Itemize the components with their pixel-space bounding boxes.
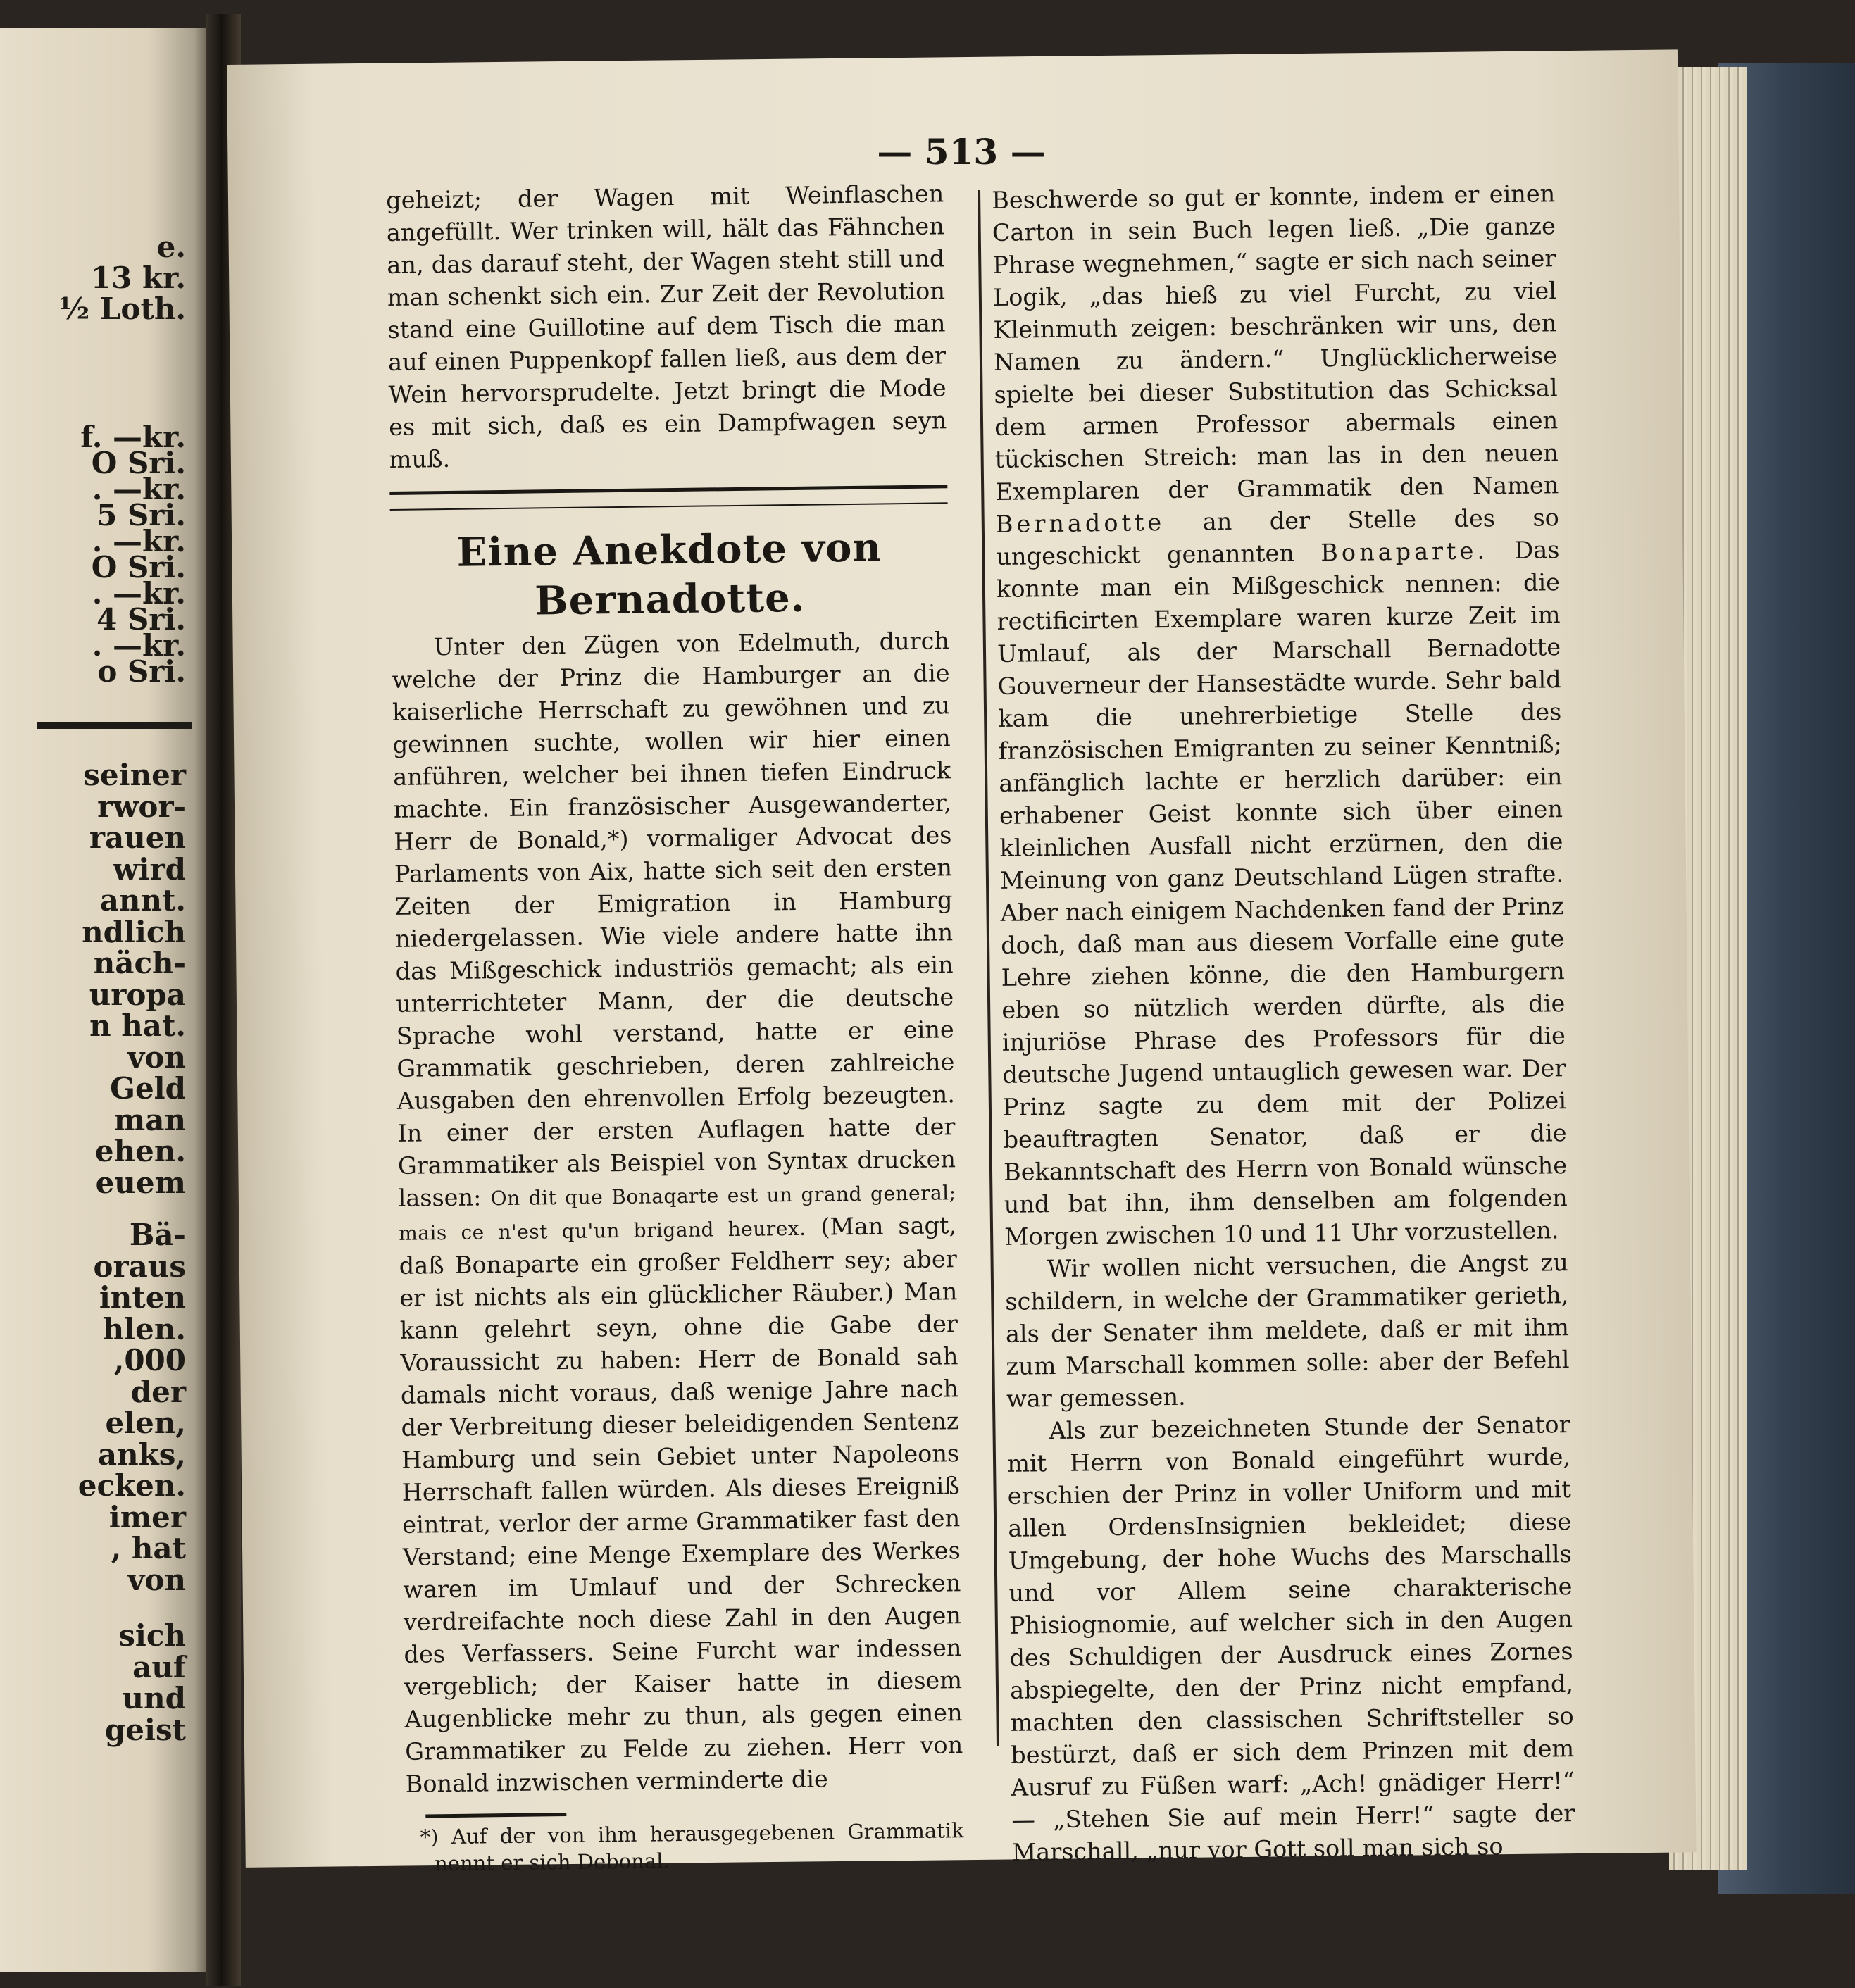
left-page-fragment: und: [122, 1681, 186, 1715]
left-page-rule: [37, 722, 192, 729]
left-page-fragment: Geld: [110, 1071, 186, 1106]
left-page-fragment: rwor-: [97, 789, 186, 824]
article-paragraph-1: [392, 625, 963, 1801]
left-page-fragment: O Sri.: [91, 446, 186, 480]
left-page-fragment: elen,: [105, 1406, 186, 1440]
left-page-fragment: geist: [104, 1712, 186, 1747]
french-quote: On dit que Bonaqarte est un grand general; mais ce n'est qu'un brigand heurex.: [398, 1181, 956, 1245]
footnote-rule: [425, 1813, 566, 1818]
article-body-2: (Man sagt, daß Bonaparte ein großer Feldherr sey; aber er ist nichts als ein glücklicher Räuber.) Man kann gelehrt seyn, ohne die Gabe der Voraussicht zu haben: Herr de Bonald sah damals nicht voraus, daß wenige Jahre nach der Verbreitung dieser beleidigenden Sentenz Hamburg und sein Gebiet unter Napoleons Herrschaft fallen würden. Als dieses Ereigniß eintrat, verlor der arme Grammatiker fast den Verstand; eine Menge Exemplare des Werkes waren im Umlauf und der Schrecken verdreifachte noch diese Zahl in den Augen des Verfassers. Seine Furcht war indessen vergeblich; der Kaiser hatte in diesem Augenblicke mehr zu thun, als gegen einen Grammatiker zu Felde zu ziehen. Herr von Bonald inzwischen verminderte die: [399, 1211, 963, 1798]
left-page-fragment: ehen.: [94, 1134, 186, 1168]
left-page-fragment: euem: [95, 1165, 186, 1200]
footnote: *) Auf der von ihm herausgegebenen Grammatik nennt er sich Debonal.: [420, 1818, 964, 1876]
section-divider: [389, 485, 947, 511]
intro-paragraph: geheizt; der Wagen mit Weinflaschen angefüllt. Wer trinken will, hält das Fähnchen an, das darauf steht, der Wagen steht still und man schenkt sich ein. Zur Zeit der Revolution stand eine Guillotine auf dem Tisch die man auf einen Puppenkopf fallen ließ, aus dem der Wein hervorsprudelte. Jetzt bringt die Mode es mit sich, daß es ein Dampfwagen seyn muß.: [386, 180, 947, 473]
left-page-fragment: f. —kr.: [80, 420, 186, 454]
left-page-fragment: von: [127, 1039, 186, 1075]
left-page-fragment: oraus: [93, 1249, 186, 1284]
left-page-fragment: n hat.: [89, 1008, 186, 1043]
left-page-fragment: imer: [108, 1499, 186, 1534]
left-page-fragment: von: [127, 1562, 186, 1597]
left-page-fragment: ecken.: [77, 1468, 186, 1503]
left-page-fragment: uropa: [89, 977, 186, 1012]
article-title: Eine Anekdote von Bernadotte.: [456, 524, 882, 625]
left-page-fragment: 4 Sri.: [96, 602, 186, 637]
left-page-fragment: hlen.: [102, 1311, 186, 1346]
left-column: [386, 177, 964, 1877]
left-page-fragment: O Sri.: [91, 550, 186, 584]
left-page-fragment: , hat: [111, 1531, 186, 1565]
left-page-fragment: 13 kr.: [90, 261, 186, 295]
right-paragraph-1b: an der Stelle des so ungeschickt genannten: [996, 504, 1560, 570]
right-paragraph-3: Als zur bezeichneten Stunde der Senator mit Herrn von Bonald eingeführt wurde, erschien der Prinz in voller Uniform und mit allen OrdensInsignien bekleidet; diese Umgebung, der hohe Wuchs des Marschalls und vor Allem seine charakterische Phisiognomie, auf welcher sich in den Augen des Schuldigen der Ausdruck eines Zornes abspiegelte, den der Prinz nicht empfand, machten den classischen Schriftsteller so bestürzt, daß er sich dem Prinzen mit dem Ausruf zu Füßen warf: „Ach! gnädiger Herr!“ — „Stehen Sie auf mein Herr!“ sagte der Marschall, „nur vor Gott soll man sich so: [1006, 1411, 1575, 1866]
right-column: [992, 177, 1575, 1869]
right-paragraph-1c: Das konnte man ein Mißgeschick nennen: die rectificirten Exemplare waren kurze Zeit im Umlauf, als der Marschall Bernadotte Gouverneur der Hansestädte wurde. Sehr bald kam die unehrerbietige Stelle des französischen Emigranten zu seiner Kenntniß; anfänglich lachte er herzlich darüber: ein erhabener Geist konnte sich über einen kleinlichen Ausfall nicht erzürnen, den die Meinung von ganz Deutschland Lügen strafte. Aber nach einigem Nachdenken fand der Prinz doch, daß man aus diesem Vorfalle eine gute Lehre ziehen könne, die den Hamburgern eben so nützlich werden dürfte, als die injuriöse Phrase des Professors für die deutsche Jugend untauglich gewesen war. Der Prinz sagte zu dem mit der Polizei beauftragten Senator, daß er die Bekanntschaft des Herrn von Bonald wünsche und bat ihn, ihm denselben am folgenden Morgen zwischen 10 und 11 Uhr vorzustellen.: [996, 536, 1568, 1251]
left-page-fragment: der: [130, 1374, 186, 1409]
left-page-fragment: . —kr.: [92, 472, 186, 506]
page-number: — 513 —: [877, 131, 1046, 173]
left-page: [0, 28, 211, 1972]
right-paragraph-1a: Beschwerde so gut er konnte, indem er einen Carton in sein Buch legen ließ. „Die ganze Phrase wegnehmen,“ sagte er sich nach seiner Logik, „das hieß zu viel Furcht, zu viel Kleinmuth zeigen: beschränken wir uns, den Namen zu ändern.“ Unglücklicherweise spielte bei dieser Substitution das Schicksal dem armen Professor abermals einen tückischen Streich: man las in den neuen Exemplaren der Grammatik den Namen: [992, 180, 1559, 506]
left-page-fragment: . —kr.: [92, 628, 186, 663]
left-page-fragment: annt.: [99, 883, 186, 918]
name-bernadotte: Bernadotte: [995, 508, 1166, 538]
left-page-fragment: inten: [99, 1280, 186, 1315]
left-page-fragment: ½ Loth.: [58, 292, 186, 326]
left-page-fragment: seiner: [83, 758, 186, 792]
left-page-fragment: ndlich: [82, 914, 186, 949]
left-page-fragment: Bä-: [129, 1218, 186, 1252]
right-paragraph-1: [992, 177, 1568, 1254]
left-page-fragment: man: [113, 1102, 186, 1137]
left-page-fragment: anks,: [97, 1437, 186, 1472]
left-page-fragment: e.: [156, 230, 186, 264]
name-bonaparte: Bonaparte.: [1320, 537, 1489, 567]
left-page-fragment: ,000: [113, 1343, 186, 1377]
left-page-fragment: auf: [132, 1649, 186, 1684]
left-page-fragment: rauen: [89, 820, 186, 855]
left-page-fragment: sich: [118, 1618, 186, 1653]
left-page-fragment: wird: [113, 851, 186, 887]
left-page-fragment: . —kr.: [92, 524, 186, 558]
right-paragraph-2: Wir wollen nicht versuchen, die Angst zu schildern, in welche der Grammatiker gerieth, als der Senater ihm meldete, daß er mit ihm zum Marschall kommen solle: aber der Befehl war gemessen.: [1005, 1249, 1570, 1413]
left-page-fragment: 5 Sri.: [96, 498, 186, 532]
left-page-fragment: . —kr.: [92, 576, 186, 611]
left-page-fragment: näch-: [93, 946, 186, 980]
article-body-1: Unter den Zügen von Edelmuth, durch welche der Prinz die Hamburger an die kaiserliche Herrschaft zu gewöhnen und zu gewinnen suchte, wollen wir hier einen anführen, welcher bei ihnen tiefen Eindruck machte. Ein französischer Ausgewanderter, Herr de Bonald,*) vormaliger Advocat des Parlaments von Aix, hatte sich seit den ersten Zeiten der Emigration in Hamburg niedergelassen. Wie viele andere hatte ihn das Mißgeschick industriös gemacht; als ein unterrichteter Mann, der die deutsche Sprache wohl verstand, hatte er eine Grammatik geschrieben, deren zahlreiche Ausgaben den ehrenvollen Erfolg bezeugten. In einer der ersten Auflagen hatte der Grammatiker als Beispiel von Syntax drucken lassen:: [392, 627, 956, 1212]
left-page-text-fragments: [0, 28, 204, 1972]
left-page-fragment: o Sri.: [97, 654, 186, 689]
